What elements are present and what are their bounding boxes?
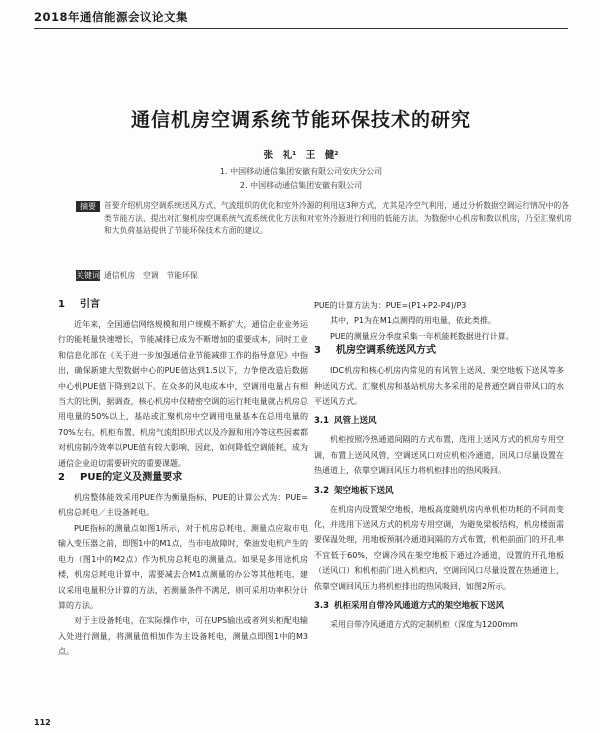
section-title: PUE的定义及测量要求 bbox=[80, 472, 183, 484]
paragraph: 对于主设备耗电，在实际操作中，可在UPS输出或者列头柜配电输入处进行测量，将测量值相加作为主设备耗电，测量点即图1中的M3点。 bbox=[58, 616, 308, 657]
page-number: 112 bbox=[34, 718, 51, 727]
section-number: 2 bbox=[58, 472, 65, 484]
section-heading bbox=[58, 471, 308, 485]
paragraph: 近年来，全国通信网络规模和用户规模不断扩大，通信企业业务运行的能耗量快速增长，节能减排已成为不断增加的重要成本，同时工业和信息化部在《关于进一步加强通信业节能减排工作的指导意见》中指出，确保新建大型数据中心的PUE值达到1.5以下，力争使改造后数据中心机PUE值下降到2以下。在众多的风电成本中，空调用电量占有相当大的比例，据调查，核心机房中仅精密空调的运行耗电量就占机房总用电量的50%以上，基站或汇聚机房中空调用电量基本在总用电量的70%左右，机柜布置、机房气流组织形式以及冷源和用冷等这些因素都对机房制冷效率以PUE值有较大影响，因此，如何降低空调能耗，成为通信企业迫切需要研究的重要课题。 bbox=[58, 320, 308, 468]
section-title: 风管上送风 bbox=[334, 416, 377, 427]
section-heading bbox=[58, 298, 308, 312]
abstract-text: 首要介绍机房空调系统送风方式、气流组织的优化和室外冷源的利用这3种方式，尤其是冷空气利用，通过分析数据空调运行情况中的各类节能方法，提出对汇聚机房空调系统气流系统优化方法和对室外冷源进行利用的低能方法，为数据中心机房和数以机房，乃至汇聚机房和大负荷基站提供了节能环保技术方面的建议。 bbox=[104, 201, 572, 235]
paragraph: 机房整体能效采用PUE作为衡量指标，PUE的计算公式为：PUE=机房总耗电／主设备耗电。 bbox=[58, 493, 308, 518]
keywords-label: 关键词 bbox=[76, 271, 100, 280]
section-heading bbox=[314, 485, 564, 498]
paragraph: PUE指标的测量点如图1所示，对于机房总耗电、测量点应取市电输入变压器之前，即图1中的M1点，当市电故障时，柴油发电机产生的电力（图1中的M2点）作为机房总耗电的测量点。如果是多用途机房楼，机房总耗电计算中，需要减去合M1点测量的办公等其他耗电，建议采用电量积分计算的方法，若测量条件不满足，则可采用功率积分计算的方法。 bbox=[58, 523, 308, 610]
paragraph: 其中，P1为在M1点测得的用电量，依此类推。 bbox=[330, 316, 496, 326]
abstract-label: 摘要 bbox=[76, 201, 100, 212]
section-title: 机房空调系统送风方式 bbox=[336, 345, 436, 357]
section-number: 3.2 bbox=[314, 485, 330, 496]
section-title: 引言 bbox=[80, 299, 100, 310]
right-column bbox=[314, 298, 564, 633]
running-header: 2018年通信能源会议论文集 bbox=[34, 10, 189, 24]
section-number: 3.3 bbox=[314, 601, 330, 612]
section-number: 1 bbox=[58, 299, 65, 310]
paragraph: PUE的测量应分季度采集一年机能耗数据进行计算。 bbox=[330, 331, 514, 341]
paragraph: IDC机房和核心机房内常见的有风管上送风、架空地板下送风等多种送风方式。汇聚机房和基站机房大多采用的是普通空调自带风口的水平送风方式。 bbox=[314, 366, 564, 407]
keywords-text: 通信机房 空调 节能环保 bbox=[104, 271, 198, 280]
paper-authors: 张 礼¹ 王 健² bbox=[263, 150, 339, 161]
section-heading bbox=[314, 344, 564, 358]
section-number: 3 bbox=[314, 345, 321, 357]
section-number: 3.1 bbox=[314, 416, 330, 427]
section-title: 架空地板下送风 bbox=[334, 485, 394, 496]
paragraph: 在机房内设置架空地板，地板高度随机房内单机柜功耗的不同而变化，并选用下送风方式的机房专用空调，为避免梁板结构，机房楼面需要保温处理，用地板预制冷通道间隔的方式布置，机柜前面门的开孔率不宜低于60%，空调冷风在架空地板下通过冷通道，设置的开孔地板（送风口）和机柜前门进入机柜内，空调回风口尽量设置在热通道上，依靠空调回风压力将机柜排出的热风吸回，如图2所示。 bbox=[314, 504, 564, 591]
section-heading bbox=[314, 600, 564, 613]
left-column bbox=[58, 298, 308, 660]
affiliation-2: 2. 中国移动通信集团安徽有限公司 bbox=[239, 181, 363, 190]
affiliation-1: 1. 中国移动通信集团安徽有限公司安庆分公司 bbox=[219, 167, 383, 176]
section-heading bbox=[314, 415, 564, 428]
paper-title: 通信机房空调系统节能环保技术的研究 bbox=[130, 109, 471, 131]
header-rule bbox=[34, 28, 568, 29]
paragraph: 机柜按照冷热通道间隔的方式布置，选用上送风方式的机房专用空调，布置上送风风管，空调送风口对应机柜冷通道，回风口尽量设置在热通道上，依靠空调回风压力将机柜排出的热风吸回。 bbox=[314, 435, 564, 476]
section-title: 机柜采用自带冷风通道方式的架空地板下送风 bbox=[334, 601, 505, 612]
paragraph: PUE的计算方法为：PUE=(P1+P2-P4)/P3 bbox=[314, 301, 467, 310]
paragraph: 采用自带冷风通道方式的定制机柜（深度为1200mm bbox=[330, 620, 518, 630]
